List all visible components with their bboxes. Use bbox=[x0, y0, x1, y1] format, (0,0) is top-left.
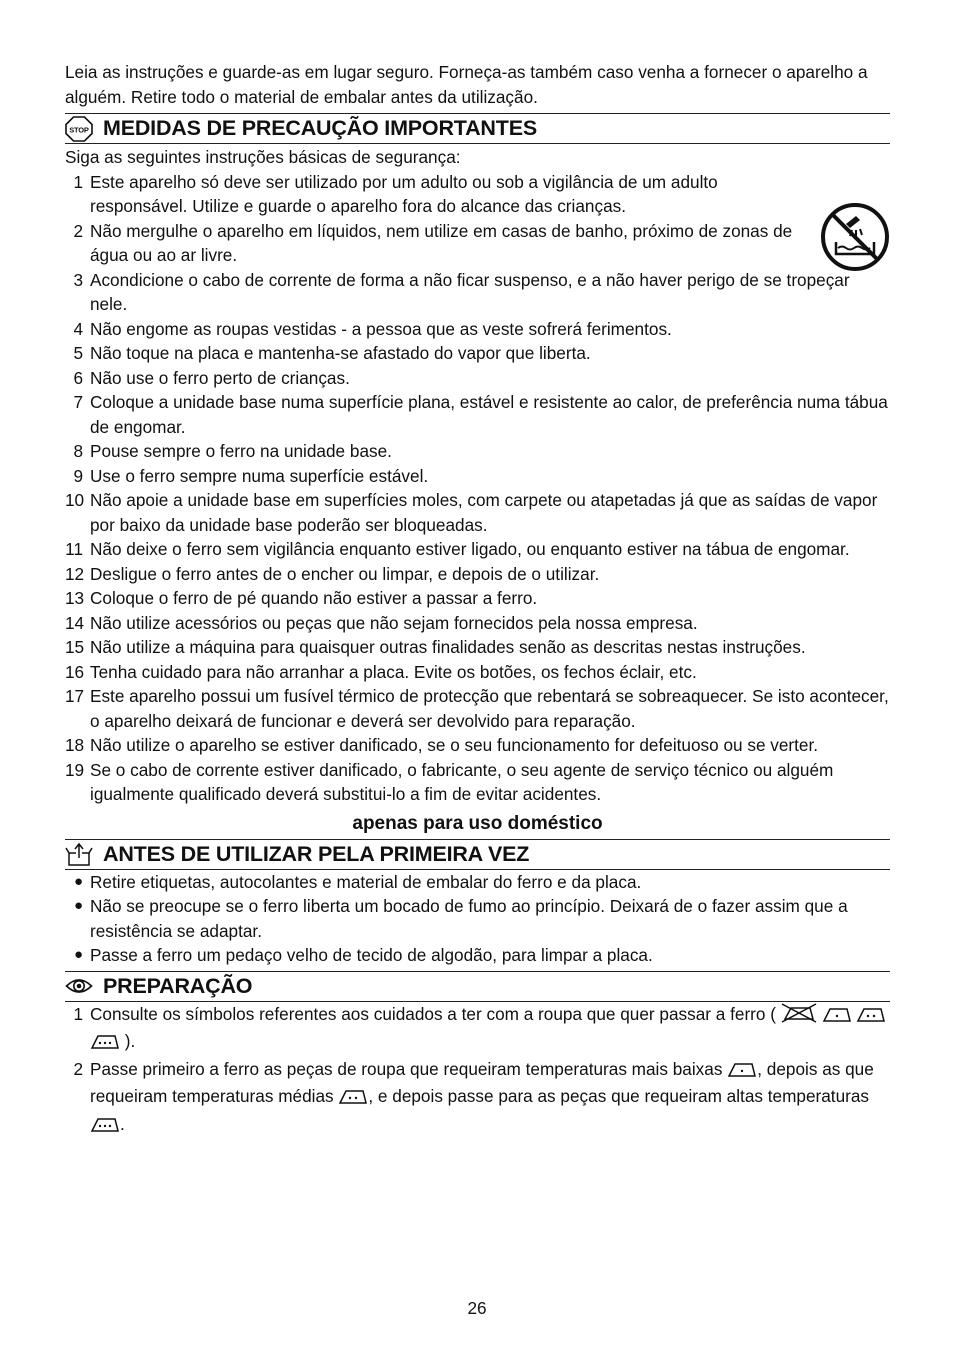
precautions-section bbox=[65, 113, 890, 807]
iron-low-icon bbox=[727, 1058, 757, 1085]
preparation-item-2 bbox=[65, 1057, 890, 1140]
iron-medium-icon bbox=[856, 1003, 886, 1030]
item-number: 7 bbox=[73, 392, 83, 412]
precaution-item bbox=[65, 488, 890, 537]
item-text: Use o ferro sempre numa superfície estável. bbox=[90, 465, 429, 486]
item-number: 1 bbox=[73, 1003, 83, 1024]
bullet-dot-icon: ● bbox=[73, 897, 83, 914]
preparation-header bbox=[65, 971, 890, 1002]
item-text: Coloque o ferro de pé quando não estiver a passar a ferro. bbox=[90, 588, 538, 608]
precaution-item bbox=[65, 733, 890, 758]
item-number: 15 bbox=[65, 637, 85, 657]
item-number: 19 bbox=[65, 759, 85, 780]
item-number: 9 bbox=[73, 465, 83, 486]
document-page bbox=[65, 60, 890, 1139]
precaution-item bbox=[65, 684, 890, 733]
item-number: 11 bbox=[65, 539, 83, 559]
item-text: Coloque a unidade base numa superfície plana, estável e resistente ao calor, de preferência numa tábua de engomar. bbox=[90, 392, 888, 437]
item-text: Este aparelho só deve ser utilizado por um adulto ou sob a vigilância de um adulto responsável. Utilize e guarde o aparelho fora do alcance das crianças. bbox=[90, 171, 718, 216]
item-text: Se o cabo de corrente estiver danificado, o fabricante, o seu agente de serviço técnico ou alguém igualmente qualificado deverá substitui-lo a fim de evitar acidentes. bbox=[90, 759, 834, 804]
item-number: 3 bbox=[73, 269, 83, 290]
precaution-item bbox=[65, 586, 890, 611]
item-text: Não use o ferro perto de crianças. bbox=[90, 367, 350, 388]
item-number: 14 bbox=[65, 612, 85, 633]
page-number: 26 bbox=[467, 1298, 487, 1318]
item-text: Não utilize o aparelho se estiver danificado, se o seu funcionamento for defeituoso ou se verter. bbox=[90, 735, 819, 755]
bullet-text: Retire etiquetas, autocolantes e material de embalar do ferro e da placa. bbox=[90, 871, 642, 892]
item-text: Não deixe o ferro sem vigilância enquanto estiver ligado, ou enquanto estiver na tábua de engomar. bbox=[90, 539, 850, 559]
precaution-item bbox=[65, 390, 890, 439]
domestic-use-note: apenas para uso doméstico bbox=[352, 812, 603, 834]
precaution-item bbox=[65, 635, 890, 660]
precautions-header bbox=[65, 113, 890, 144]
item-text: Desligue o ferro antes de o encher ou limpar, e depois de o utilizar. bbox=[90, 563, 600, 584]
intro-paragraph: Leia as instruções e guarde-as em lugar seguro. Forneça-as também caso venha a fornecer o aparelho a alguém. Retire todo o material de embalar antes da utilização. bbox=[65, 62, 868, 107]
no-water-immersion-icon bbox=[820, 202, 890, 272]
svg-text:STOP: STOP bbox=[69, 125, 89, 134]
preparation-section bbox=[65, 971, 890, 1140]
do-not-iron-icon bbox=[781, 1003, 817, 1030]
precaution-item bbox=[65, 537, 890, 562]
precautions-list bbox=[65, 170, 890, 807]
item-text: Tenha cuidado para não arranhar a placa. Evite os botões, os fechos éclair, etc. bbox=[90, 661, 697, 682]
first-use-title: ANTES DE UTILIZAR PELA PRIMEIRA VEZ bbox=[103, 841, 530, 866]
item-text: Este aparelho possui um fusível térmico de protecção que rebentará se sobreaquecer. Se isto acontecer, o aparelho deixará de funcionar e deverá ser devolvido para reparação. bbox=[90, 686, 889, 731]
item-text bbox=[90, 1057, 890, 1140]
precautions-title: MEDIDAS DE PRECAUÇÃO IMPORTANTES bbox=[103, 116, 537, 140]
item-text: Não utilize acessórios ou peças que não sejam fornecidos pela nossa empresa. bbox=[90, 612, 698, 633]
item-text-part: , e depois passe para as peças que requeiram altas temperaturas bbox=[368, 1086, 870, 1106]
item-text: Não toque na placa e mantenha-se afastado do vapor que liberta. bbox=[90, 343, 591, 363]
preparation-item-1 bbox=[65, 1002, 890, 1057]
item-number: 12 bbox=[65, 563, 85, 584]
first-use-bullet bbox=[65, 870, 890, 895]
stop-icon bbox=[65, 116, 95, 142]
item-number: 6 bbox=[73, 367, 83, 388]
precautions-lead: Siga as seguintes instruções básicas de segurança: bbox=[65, 147, 461, 167]
item-number: 17 bbox=[65, 686, 85, 706]
precaution-item bbox=[65, 660, 890, 685]
preparation-list bbox=[65, 1002, 890, 1140]
precaution-item bbox=[65, 366, 890, 391]
first-use-bullet bbox=[65, 894, 890, 943]
item-number: 8 bbox=[73, 441, 83, 461]
item-number: 10 bbox=[65, 490, 85, 510]
first-use-header bbox=[65, 839, 890, 870]
item-number: 16 bbox=[65, 661, 85, 682]
precaution-item bbox=[65, 170, 890, 219]
item-text-part: , depois as que requeiram temperaturas médias bbox=[90, 1058, 874, 1106]
item-text-part: Consulte os símbolos referentes aos cuidados a ter com a roupa que quer passar a ferro ( bbox=[90, 1003, 776, 1024]
item-text: Pouse sempre o ferro na unidade base. bbox=[90, 441, 392, 461]
item-text: Não utilize a máquina para quaisquer outras finalidades senão as descritas nestas instruções. bbox=[90, 637, 806, 657]
precaution-item bbox=[65, 317, 890, 342]
first-use-list bbox=[65, 870, 890, 968]
precaution-item bbox=[65, 341, 890, 366]
iron-high-icon bbox=[90, 1030, 120, 1057]
precaution-item bbox=[65, 611, 890, 636]
item-text: Não apoie a unidade base em superfícies moles, com carpete ou atapetadas já que as saídas de vapor por baixo da unidade base poderão ser bloqueadas. bbox=[90, 490, 878, 535]
iron-medium-icon bbox=[338, 1085, 368, 1112]
item-text bbox=[90, 1002, 890, 1057]
bullet-text: Passe a ferro um pedaço velho de tecido de algodão, para limpar a placa. bbox=[90, 945, 653, 965]
first-use-bullet bbox=[65, 943, 890, 968]
item-number: 1 bbox=[73, 171, 83, 192]
item-text: Não mergulhe o aparelho em líquidos, nem utilize em casas de banho, próximo de zonas de água ou ao ar livre. bbox=[90, 220, 793, 265]
precaution-item bbox=[65, 758, 890, 807]
iron-high-icon bbox=[90, 1113, 120, 1140]
unpack-box-icon bbox=[65, 841, 95, 867]
item-text-part: ). bbox=[124, 1031, 136, 1051]
precaution-item bbox=[65, 464, 890, 489]
item-text-part: Passe primeiro a ferro as peças de roupa que requeiram temperaturas mais baixas bbox=[90, 1058, 728, 1079]
item-number: 4 bbox=[73, 318, 83, 339]
precaution-item bbox=[65, 219, 890, 268]
item-text: Não engome as roupas vestidas - a pessoa que as veste sofrerá ferimentos. bbox=[90, 318, 672, 339]
bullet-text: Não se preocupe se o ferro liberta um bocado de fumo ao princípio. Deixará de o fazer assim que a resistência se adaptar. bbox=[90, 896, 848, 941]
item-number: 2 bbox=[73, 1058, 83, 1079]
item-text: Acondicione o cabo de corrente de forma a não ficar suspenso, e a não haver perigo de se tropeçar nele. bbox=[90, 269, 850, 314]
item-number: 18 bbox=[65, 735, 85, 755]
item-number: 5 bbox=[73, 343, 83, 363]
precaution-item bbox=[65, 439, 890, 464]
item-text-part: . bbox=[120, 1113, 125, 1134]
iron-low-icon bbox=[822, 1003, 852, 1030]
item-number: 13 bbox=[65, 588, 85, 608]
bullet-dot-icon: ● bbox=[73, 946, 83, 963]
preparation-title: PREPARAÇÃO bbox=[103, 973, 253, 998]
first-use-section bbox=[65, 839, 890, 968]
item-number: 2 bbox=[73, 220, 83, 241]
bullet-dot-icon: ● bbox=[73, 872, 83, 890]
precaution-item bbox=[65, 268, 890, 317]
eye-icon bbox=[65, 973, 95, 999]
precaution-item bbox=[65, 562, 890, 587]
